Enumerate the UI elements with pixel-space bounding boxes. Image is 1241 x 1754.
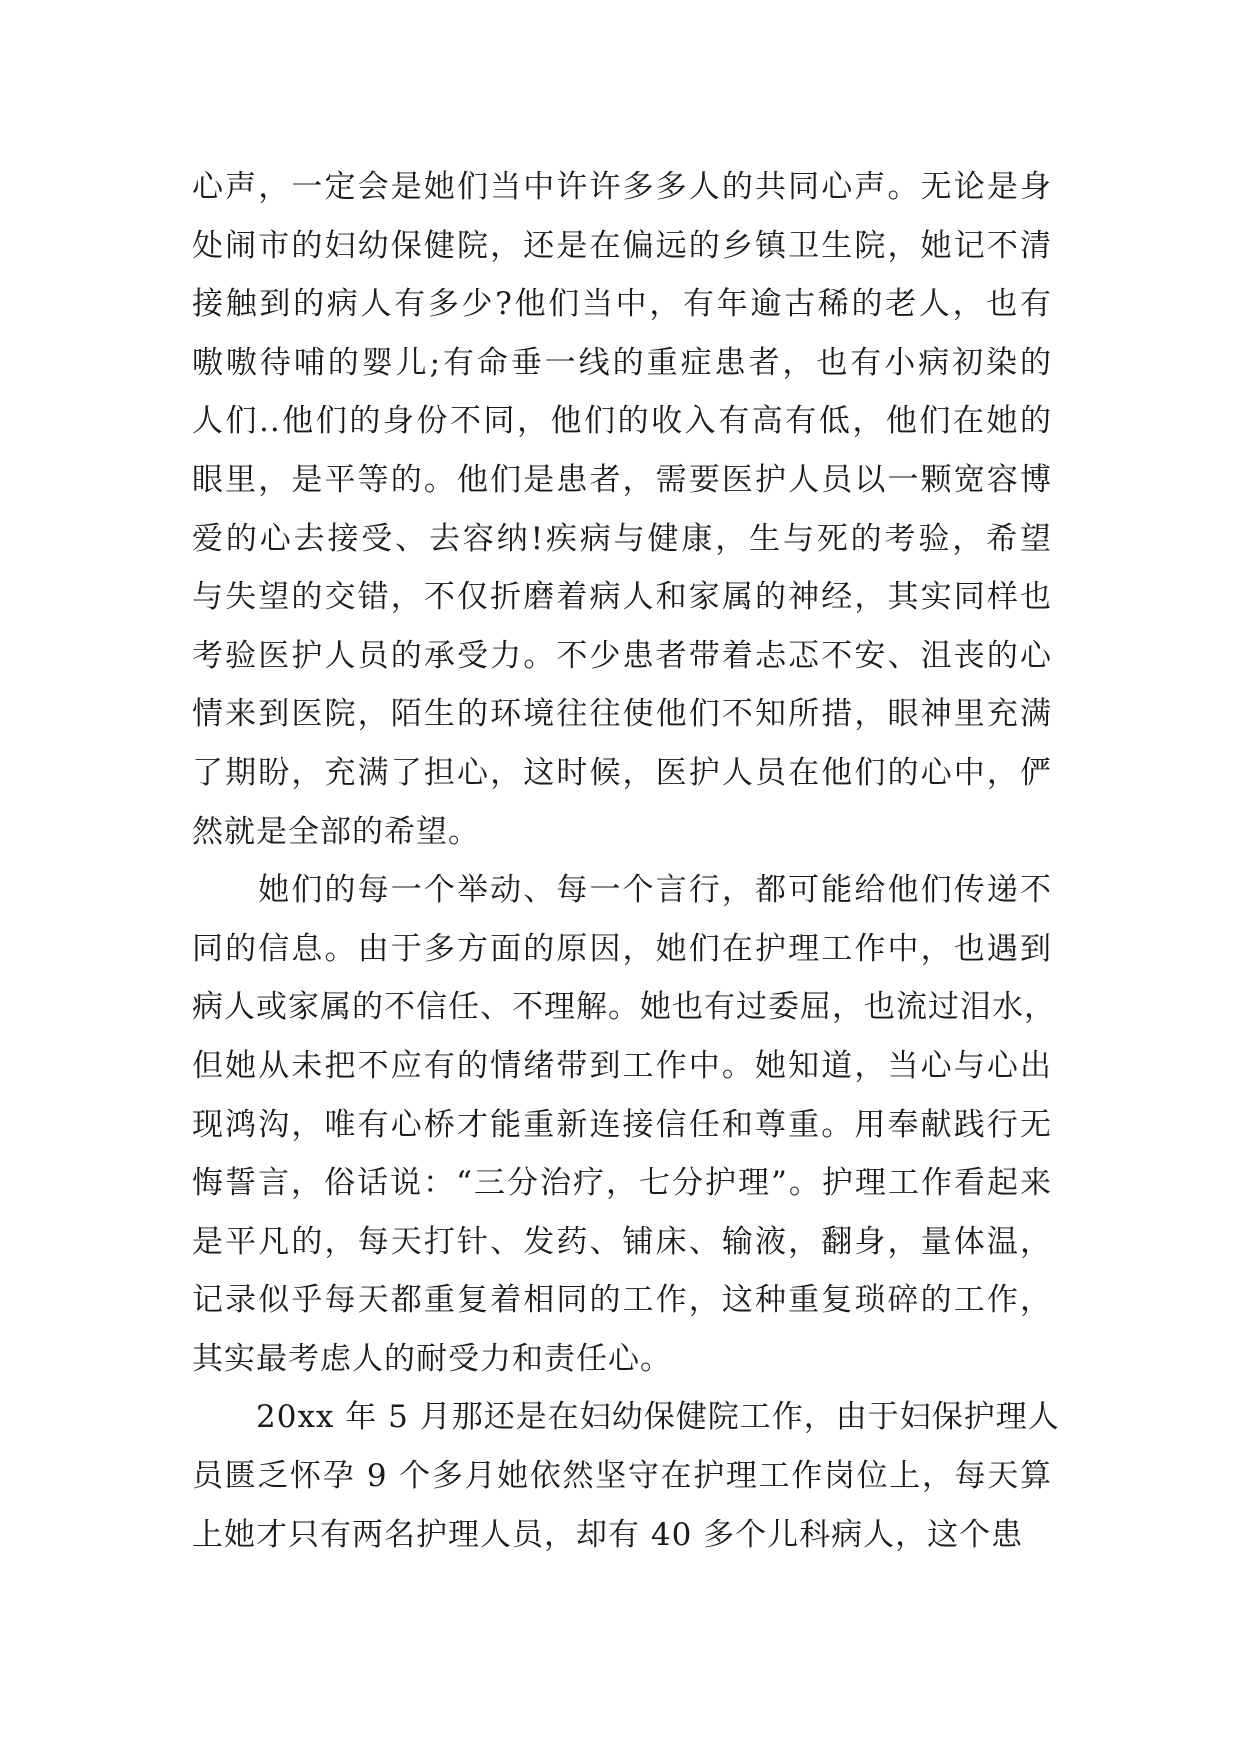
text-line: 爱的心去接受、去容纳!疾病与健康，生与死的考验，希望 [192, 520, 1052, 557]
text-line: 眼里，是平等的。他们是患者，需要医护人员以一颗宽容博 [192, 461, 1052, 498]
paragraph [192, 861, 1056, 1388]
text-line: 心声，一定会是她们当中许许多多人的共同心声。无论是身 [192, 169, 1052, 205]
text-line: 上她才只有两名护理人员，却有 40 多个儿科病人，这个患 [192, 1516, 1024, 1553]
text-line: 处闹市的妇幼保健院，还是在偏远的乡镇卫生院，她记不清 [192, 227, 1052, 264]
text-line: 20xx 年 5 月那还是在妇幼保健院工作，由于妇保护理人 [192, 1399, 1060, 1436]
text-line: 其实最考虑人的耐受力和责任心。 [192, 1340, 672, 1377]
text-line: 然就是全部的希望。 [192, 813, 480, 850]
text-line: 嗷嗷待哺的婴儿;有命垂一线的重症患者，也有小病初染的 [192, 344, 1052, 381]
text-line: 情来到医院，陌生的环境往往使他们不知所措，眼神里充满 [192, 696, 1052, 733]
text-line: 悔誓言，俗话说：“三分治疗，七分护理”。护理工作看起来 [192, 1165, 1052, 1202]
text-line: 接触到的病人有多少?他们当中，有年逾古稀的老人，也有 [192, 286, 1052, 323]
text-line: 病人或家属的不信任、不理解。她也有过委屈，也流过泪水， [192, 989, 1056, 1026]
paragraph [192, 158, 1052, 861]
text-line: 但她从未把不应有的情绪带到工作中。她知道，当心与心出 [192, 1047, 1052, 1084]
text-line: 她们的每一个举动、每一个言行，都可能给他们传递不 [192, 872, 1052, 909]
text-line: 人们..他们的身份不同，他们的收入有高有低，他们在她的 [192, 403, 1052, 440]
paragraph [192, 1388, 1060, 1564]
text-line: 考验医护人员的承受力。不少患者带着忐忑不安、沮丧的心 [192, 637, 1052, 674]
text-line: 了期盼，充满了担心，这时候，医护人员在他们的心中，俨 [192, 754, 1052, 791]
text-line: 现鸿沟，唯有心桥才能重新连接信任和尊重。用奉献践行无 [192, 1106, 1052, 1143]
text-line: 记录似乎每天都重复着相同的工作，这种重复琐碎的工作， [192, 1282, 1052, 1319]
text-line: 同的信息。由于多方面的原因，她们在护理工作中，也遇到 [192, 930, 1052, 967]
text-line: 员匮乏怀孕 9 个多月她依然坚守在护理工作岗位上，每天算 [192, 1458, 1052, 1495]
document-body [192, 158, 1060, 1564]
text-line: 与失望的交错，不仅折磨着病人和家属的神经，其实同样也 [192, 579, 1052, 616]
text-line: 是平凡的，每天打针、发药、铺床、输液，翻身，量体温， [192, 1223, 1052, 1260]
